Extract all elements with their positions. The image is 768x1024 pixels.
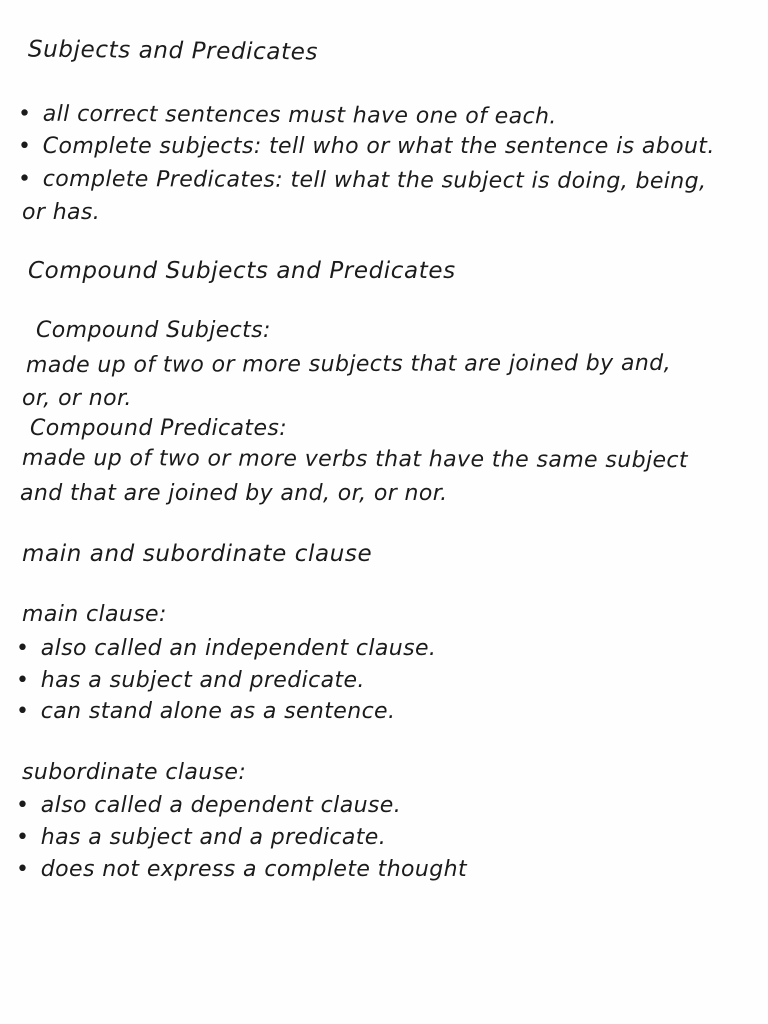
main-clause-bullet-1: [16, 636, 436, 661]
main-clause-bullet-3: [16, 699, 395, 724]
section1-bullet-1: [18, 102, 557, 130]
main-clause-bullet-2-text: has a subject and predicate.: [40, 668, 365, 693]
section1-bullet-2-text: Complete subjects: tell who or what the sentence is about.: [42, 134, 715, 159]
section1-bullet-3-text: complete Predicates: tell what the subject is doing, being,: [42, 166, 707, 195]
section1-continuation: or has.: [22, 200, 101, 225]
compound-subjects-label: Compound Subjects:: [36, 318, 271, 343]
section1-bullet-2: [18, 134, 715, 159]
main-clause-bullet-3-text: can stand alone as a sentence.: [40, 699, 396, 724]
subordinate-clause-bullet-1-text: also called a dependent clause.: [40, 793, 402, 818]
subordinate-clause-label: subordinate clause:: [22, 760, 247, 785]
clause-heading: main and subordinate clause: [22, 541, 373, 567]
main-clause-bullet-1-text: also called an independent clause.: [40, 636, 437, 661]
subordinate-clause-bullet-1: [16, 793, 401, 818]
subordinate-clause-bullet-2-text: has a subject and a predicate.: [40, 825, 387, 850]
compound-subjects-line-2: or, or nor.: [22, 386, 132, 411]
compound-predicates-label: Compound Predicates:: [30, 416, 288, 441]
notes-title: Subjects and Predicates: [27, 36, 319, 66]
section1-bullet-1-text: all correct sentences must have one of each.: [42, 101, 557, 130]
main-clause-bullet-2: [16, 668, 365, 693]
compound-heading: Compound Subjects and Predicates: [28, 258, 456, 284]
main-clause-label: main clause:: [22, 602, 167, 627]
subordinate-clause-bullet-2: [16, 825, 386, 850]
section1-bullet-3: [18, 167, 707, 194]
compound-predicates-line-2: and that are joined by and, or, or nor.: [20, 481, 448, 506]
compound-predicates-line-1: made up of two or more verbs that have the same subject: [21, 445, 688, 474]
subordinate-clause-bullet-3-text: does not express a complete thought: [40, 857, 467, 882]
subordinate-clause-bullet-3: [16, 857, 467, 882]
compound-subjects-line-1: made up of two or more subjects that are joined by and,: [25, 350, 671, 379]
